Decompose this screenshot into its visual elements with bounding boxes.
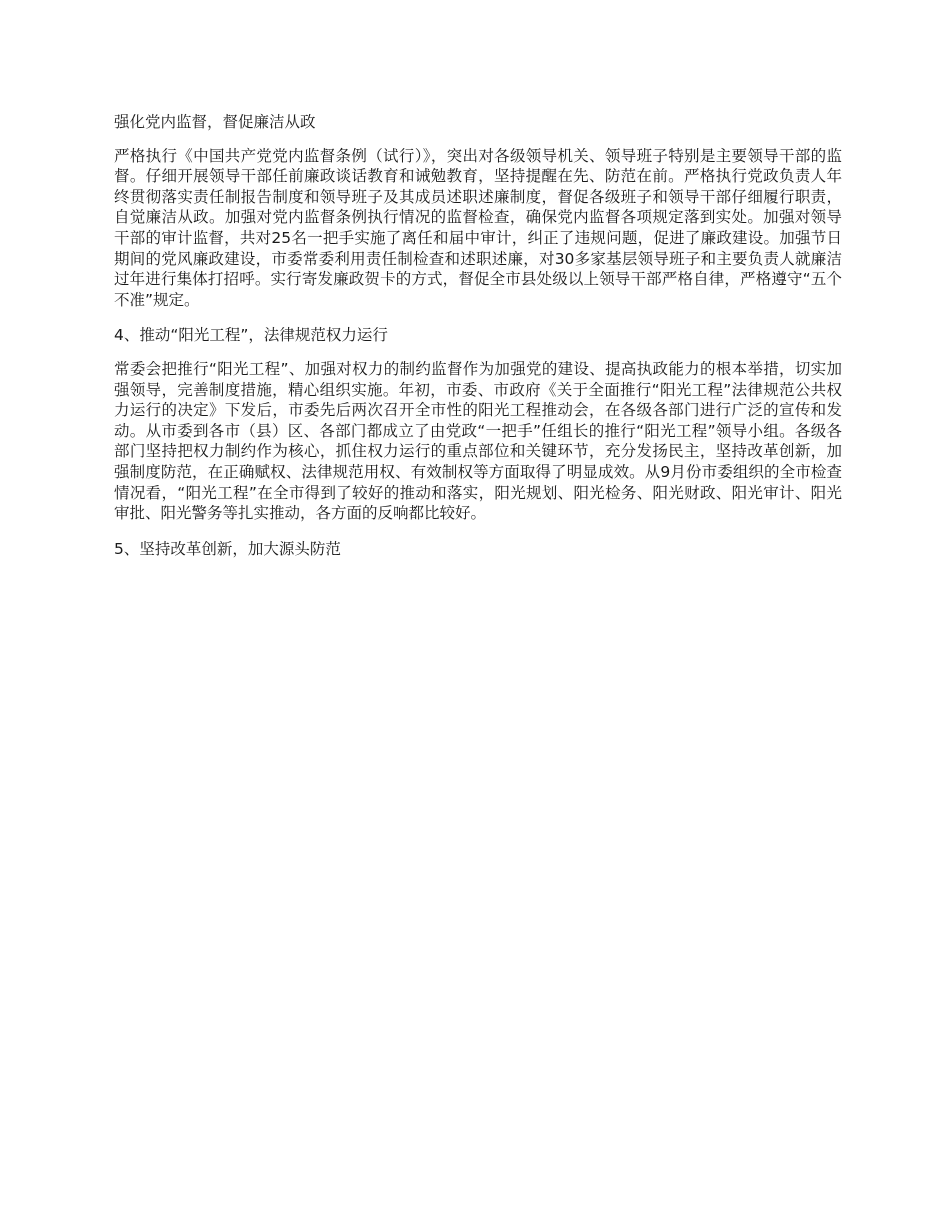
section-heading-sunshine-project: 4、推动“阳光工程”，法律规范权力运行 bbox=[114, 326, 388, 345]
section-heading-reform-innovation: 5、坚持改革创新，加大源头防范 bbox=[114, 539, 341, 558]
paragraph-supervision: 严格执行《中国共产党党内监督条例（试行）》，突出对各级领导机关、领导班子特别是主要领导干部的监督。仔细开展领导干部任前廉政谈话教育和诫勉教育，坚持提醒在先、防范在前。严格执行党政负责人年终贯彻落实责任制报告制度和领导班子及其成员述职述廉制度，督促各级班子和领导干部仔细履行职责，自觉廉洁从政。加强对党内监督条例执行情况的监督检查，确保党内监督各项规定落到实处。加强对领导干部的审计监督，共对25名一把手实施了离任和届中审计，纠正了违规问题，促进了廉政建设。加强节日期间的党风廉政建设，市委常委利用责任制检查和述职述廉，对30多家基层领导班子和主要负责人就廉洁过年进行集体打招呼。实行寄发廉政贺卡的方式，督促全市县处级以上领导干部严格自律，严格遵守“五个不准”规定。 bbox=[114, 146, 842, 309]
section-heading-supervision: 强化党内监督，督促廉洁从政 bbox=[114, 113, 316, 131]
document-body bbox=[114, 112, 842, 572]
paragraph-sunshine-project: 常委会把推行“阳光工程”、加强对权力的制约监督作为加强党的建设、提高执政能力的根本举措，切实加强领导，完善制度措施，精心组织实施。年初，市委、市政府《关于全面推行“阳光工程”法律规范公共权力运行的决定》下发后，市委先后两次召开全市性的阳光工程推动会，在各级各部门进行广泛的宣传和发动。从市委到各市（县）区、各部门都成立了由党政“一把手”任组长的推行“阳光工程”领导小组。各级各部门坚持把权力制约作为核心，抓住权力运行的重点部位和关键环节，充分发扬民主，坚持改革创新，加强制度防范，在正确赋权、法律规范用权、有效制权等方面取得了明显成效。从9月份市委组织的全市检查情况看，“阳光工程”在全市得到了较好的推动和落实，阳光规划、阳光检务、阳光财政、阳光审计、阳光审批、阳光警务等扎实推动，各方面的反响都比较好。 bbox=[114, 359, 842, 523]
